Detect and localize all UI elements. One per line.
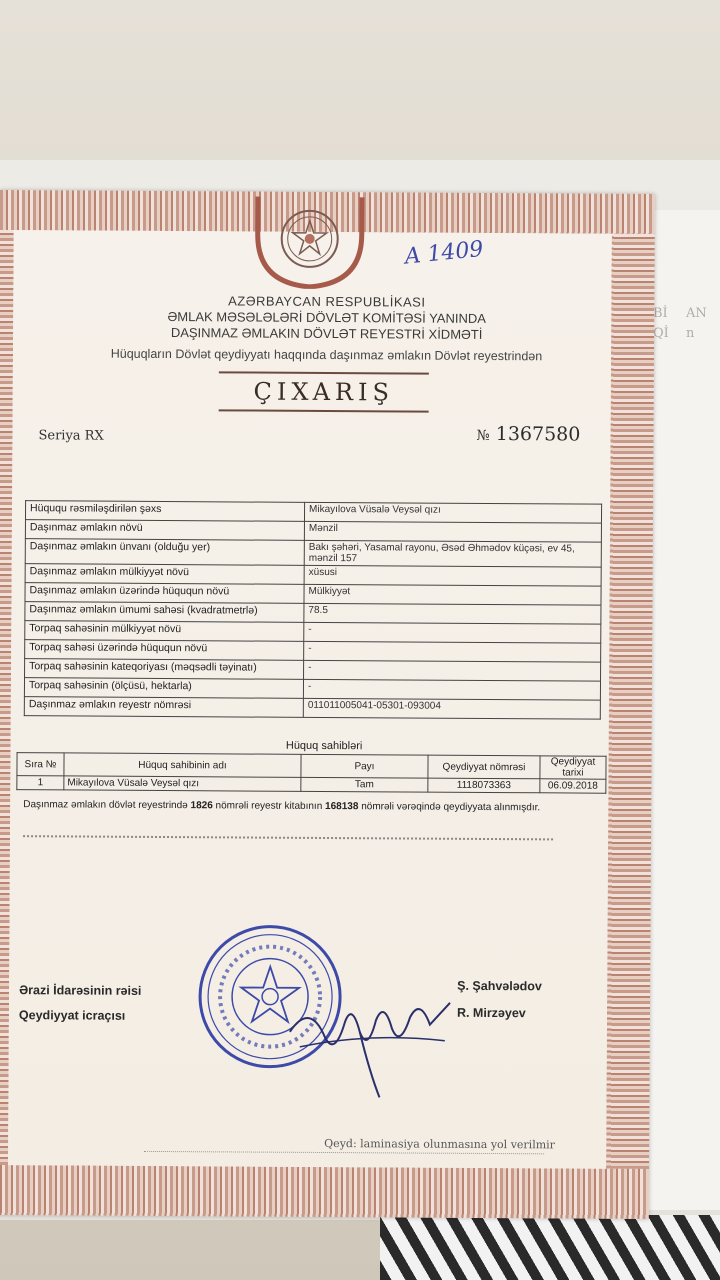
property-value: Mülkiyyət	[304, 584, 601, 605]
state-emblem-icon	[251, 197, 368, 290]
property-value: xüsusi	[304, 565, 601, 586]
header-service: DAŞINMAZ ƏMLAKIN DÖVLƏT REYESTRİ XİDMƏTİ	[170, 325, 483, 342]
property-value: 78.5	[304, 603, 601, 624]
header-committee: ƏMLAK MƏSƏLƏLƏRİ DÖVLƏT KOMİTƏSİ YANINDA	[167, 309, 486, 326]
property-details-table	[24, 500, 602, 720]
owners-table	[16, 752, 606, 794]
property-label: Daşınmaz əmlakın mülkiyyət növü	[25, 564, 304, 585]
owners-header-cell: Sıra №	[17, 753, 64, 776]
property-label: Daşınmaz əmlakın üzərində hüququn növü	[25, 583, 304, 604]
property-label: Torpaq sahəsi üzərində hüququn növü	[25, 640, 304, 661]
owners-header-cell: Payı	[301, 754, 428, 778]
property-value: 011011005041-05301-093004	[303, 698, 600, 719]
number-sign: №	[476, 427, 490, 444]
owners-header-cell: Qeydiyyat tarixi	[540, 756, 606, 779]
ornamental-border-right	[606, 234, 655, 1169]
registrar-title: Qeydiyyat icraçısı	[18, 1008, 126, 1023]
document-number-value: 1367580	[495, 423, 581, 446]
property-value: Mikayılova Vüsalə Veysəl qızı	[304, 502, 601, 523]
striped-fabric	[380, 1215, 720, 1280]
property-value: Bakı şəhəri, Yasamal rayonu, Əsəd Əhmədov küçəsi, ev 45, mənzil 157	[304, 540, 601, 567]
series-label: Seriya RX	[38, 428, 104, 444]
owner-share: Tam	[301, 777, 428, 792]
handwritten-signature-icon	[279, 962, 460, 1103]
owner-index: 1	[17, 776, 64, 790]
handwritten-note: A 1409	[403, 236, 485, 270]
head-of-office-name: Ş. Şahvələdov	[457, 978, 542, 994]
lamination-note: Qeyd: laminasiya olunmasına yol verilmir	[324, 1136, 555, 1152]
registrar-name: R. Mirzəyev	[456, 1005, 526, 1021]
property-value: Mənzil	[304, 521, 601, 542]
owners-header-cell: Qeydiyyat nömrəsi	[428, 755, 540, 779]
registry-book-number: 1826	[190, 800, 213, 812]
table-row	[17, 776, 606, 794]
header-republic: AZƏRBAYCAN RESPUBLİKASI	[228, 293, 426, 310]
table-row	[24, 697, 600, 720]
property-value: -	[304, 622, 601, 643]
property-label: Daşınmaz əmlakın ümumi sahəsi (kvadratmetrlə)	[25, 602, 304, 623]
property-label: Daşınmaz əmlakın ünvanı (olduğu yer)	[25, 539, 304, 566]
registry-page-number: 168138	[325, 800, 359, 813]
head-of-office-title: Ərazi İdarəsinin rəisi	[19, 983, 142, 998]
owner-name: Mikayılova Vüsalə Veysəl qızı	[64, 776, 301, 791]
document-title: ÇIXARIŞ	[253, 377, 395, 407]
table-row	[25, 539, 601, 568]
property-value: -	[304, 641, 601, 662]
header-subtitle: Hüquqların Dövlət qeydiyyatı haqqında daşınmaz əmlakın Dövlət reyestrindən	[110, 346, 543, 364]
property-label: Torpaq sahəsinin mülkiyyət növü	[25, 621, 304, 642]
registry-note-text: nömrəli reyestr kitabının	[212, 800, 326, 812]
property-extract-certificate	[0, 190, 655, 1219]
property-label: Torpaq sahəsinin (ölçüsü, hektarla)	[24, 678, 303, 699]
owner-reg-date: 06.09.2018	[540, 779, 606, 793]
registry-note-text: nömrəli vərəqində qeydiyyata alınmışdır.	[358, 801, 541, 814]
property-label: Hüququ rəsmiləşdirilən şəxs	[25, 501, 304, 522]
owner-reg-number: 1118073363	[428, 778, 540, 793]
property-label: Daşınmaz əmlakın reyestr nömrəsi	[24, 697, 303, 718]
owners-header-cell: Hüquq sahibinin adı	[64, 753, 301, 777]
ornamental-border-bottom	[0, 1165, 649, 1219]
property-label: Torpaq sahəsinin kateqoriyası (məqsədli təyinatı)	[25, 659, 304, 680]
document-number	[476, 423, 580, 446]
property-label: Daşınmaz əmlakın növü	[25, 520, 304, 541]
property-value: -	[303, 679, 600, 700]
registry-note-text: Daşınmaz əmlakın dövlət reyestrində	[23, 799, 191, 812]
owners-caption: Hüquq sahibləri	[285, 739, 363, 753]
property-value: -	[304, 660, 601, 681]
